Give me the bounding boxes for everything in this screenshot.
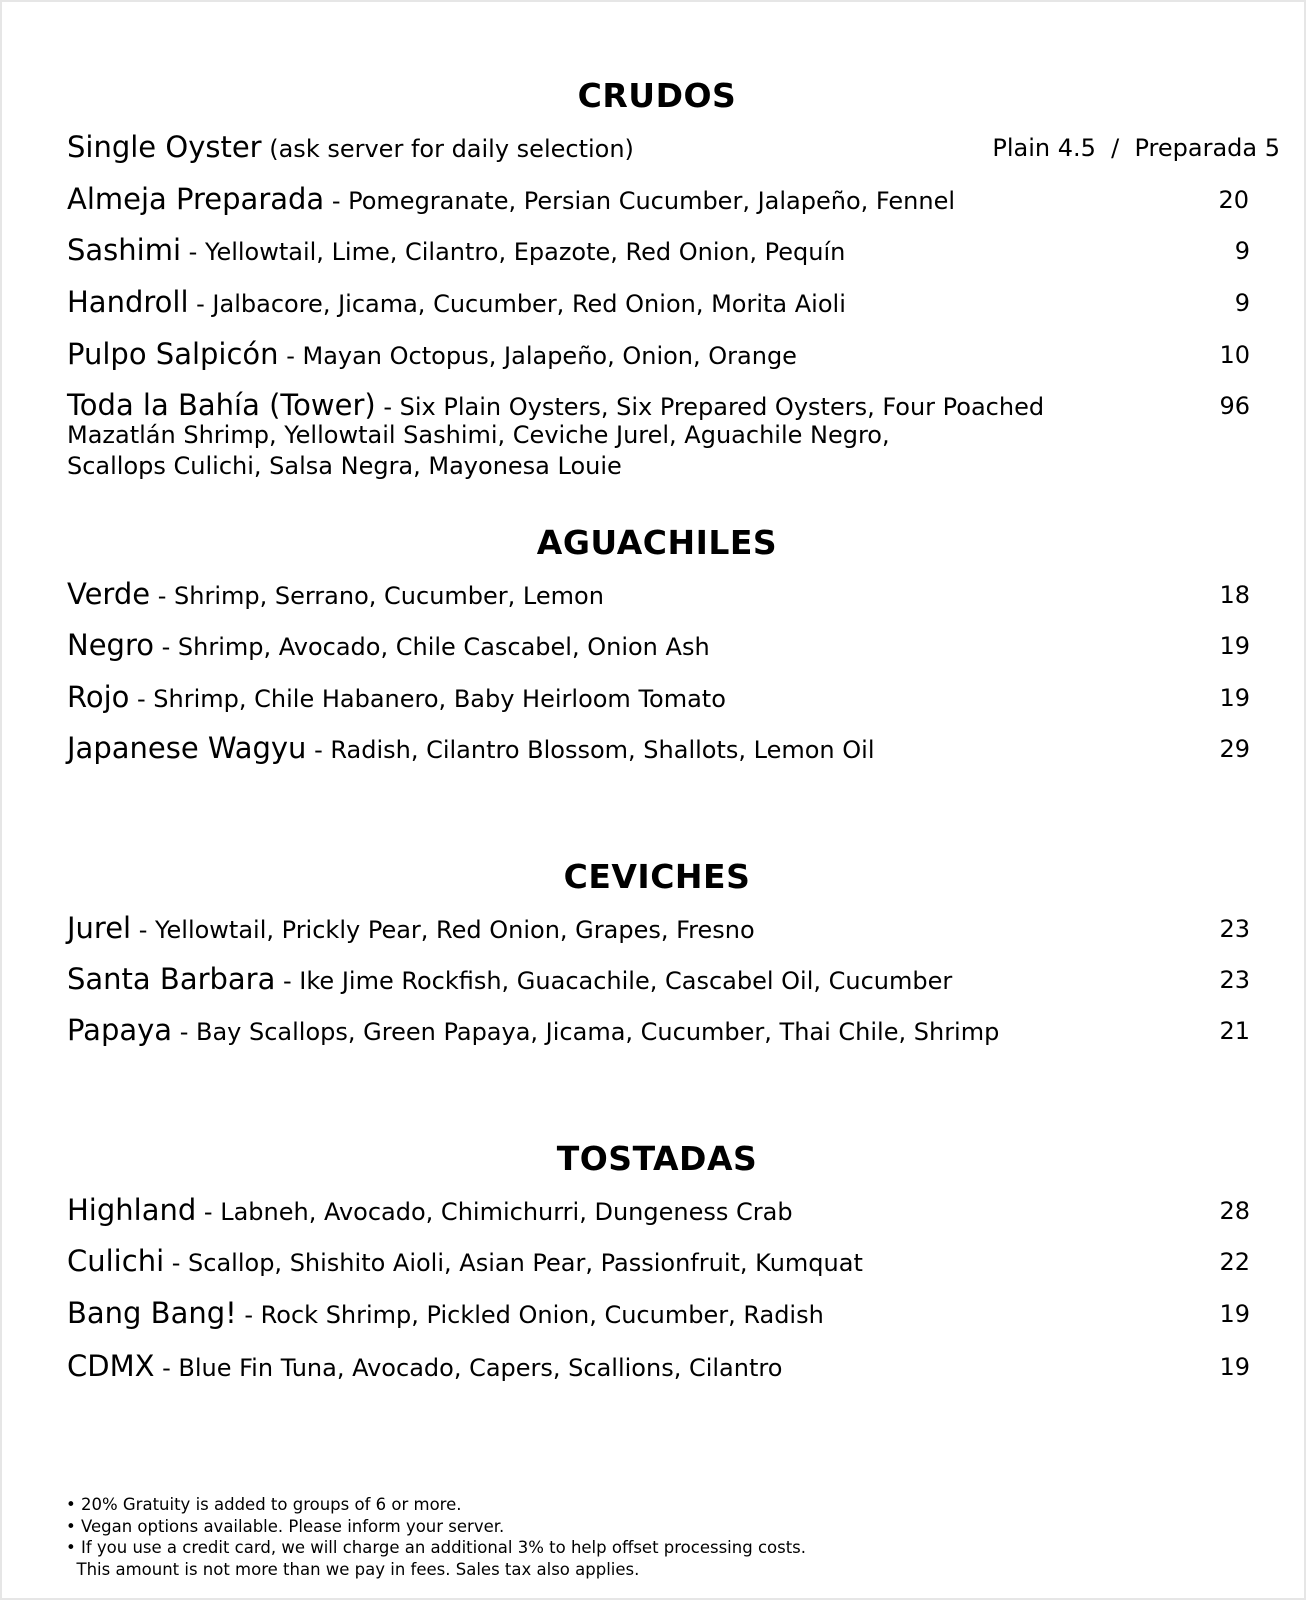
item-desc: - Blue Fin Tuna, Avocado, Capers, Scallions, Cilantro bbox=[154, 1354, 783, 1382]
menu-item-negro bbox=[67, 628, 1250, 662]
item-name: Toda la Bahía (Tower) bbox=[67, 388, 376, 422]
item-desc: - Jalbacore, Jicama, Cucumber, Red Onion, Morita Aioli bbox=[188, 290, 846, 318]
menu-item-single-oyster bbox=[67, 130, 1280, 164]
item-desc: - Shrimp, Avocado, Chile Cascabel, Onion Ash bbox=[153, 633, 710, 661]
item-price: 19 bbox=[1219, 632, 1250, 660]
menu-item-papaya bbox=[67, 1013, 1250, 1047]
item-price: 96 bbox=[1219, 392, 1250, 420]
menu-item-sashimi bbox=[67, 233, 1250, 267]
item-desc: - Bay Scallops, Green Papaya, Jicama, Cucumber, Thai Chile, Shrimp bbox=[172, 1018, 1000, 1046]
section-title-tostadas: TOSTADAS bbox=[556, 1139, 758, 1178]
item-price: Plain 4.5 / Preparada 5 bbox=[992, 134, 1280, 162]
item-price: 20 bbox=[1218, 186, 1249, 214]
item-price: 19 bbox=[1219, 1353, 1250, 1381]
item-name: Santa Barbara bbox=[67, 962, 276, 996]
section-title-crudos: CRUDOS bbox=[577, 76, 737, 115]
item-desc: - Six Plain Oysters, Six Prepared Oysters, Four Poached bbox=[375, 393, 1045, 421]
section-title-ceviches: CEVICHES bbox=[563, 857, 751, 896]
menu-item-toda-la-bahia bbox=[67, 388, 1250, 482]
item-name: Sashimi bbox=[67, 233, 182, 267]
item-name: Single Oyster bbox=[67, 130, 262, 164]
footnote-fees: This amount is not more than we pay in fees. Sales tax also applies. bbox=[66, 1559, 640, 1579]
item-name: Pulpo Salpicón bbox=[67, 337, 279, 371]
item-desc: - Pomegranate, Persian Cucumber, Jalapeño, Fennel bbox=[324, 187, 955, 215]
menu-item-pulpo-salpicon bbox=[67, 337, 1250, 371]
menu-item-bang-bang bbox=[67, 1296, 1250, 1330]
footnote-gratuity: • 20% Gratuity is added to groups of 6 or more. bbox=[66, 1495, 462, 1514]
footnotes bbox=[66, 1494, 806, 1580]
item-desc: - Yellowtail, Prickly Pear, Red Onion, Grapes, Fresno bbox=[131, 916, 755, 944]
item-desc: - Scallop, Shishito Aioli, Asian Pear, Passionfruit, Kumquat bbox=[164, 1249, 863, 1277]
item-price: 18 bbox=[1219, 581, 1250, 609]
item-price: 21 bbox=[1219, 1017, 1250, 1045]
item-desc: - Rock Shrimp, Pickled Onion, Cucumber, Radish bbox=[236, 1301, 824, 1329]
item-desc: (ask server for daily selection) bbox=[261, 135, 634, 163]
menu-item-handroll bbox=[67, 285, 1250, 319]
item-name: Culichi bbox=[67, 1244, 165, 1278]
item-name: Verde bbox=[67, 577, 151, 611]
item-price: 10 bbox=[1219, 341, 1250, 369]
item-price: 23 bbox=[1219, 966, 1250, 994]
item-name: Bang Bang! bbox=[67, 1296, 237, 1330]
item-name: Papaya bbox=[67, 1013, 173, 1047]
item-desc: - Mayan Octopus, Jalapeño, Onion, Orange bbox=[278, 342, 797, 370]
menu-item-santa-barbara bbox=[67, 962, 1250, 996]
item-price: 29 bbox=[1219, 735, 1250, 763]
item-desc: - Radish, Cilantro Blossom, Shallots, Lemon Oil bbox=[306, 736, 875, 764]
item-price: 22 bbox=[1219, 1248, 1250, 1276]
item-desc-line-2: Mazatlán Shrimp, Yellowtail Sashimi, Ceviche Jurel, Aguachile Negro, bbox=[67, 421, 890, 449]
item-name: CDMX bbox=[67, 1349, 155, 1383]
footnote-vegan: • Vegan options available. Please inform your server. bbox=[66, 1516, 505, 1536]
item-desc: - Ike Jime Rockfish, Guacachile, Cascabel Oil, Cucumber bbox=[275, 967, 953, 995]
item-name: Rojo bbox=[67, 680, 130, 714]
menu-item-japanese-wagyu bbox=[67, 731, 1250, 765]
item-price: 28 bbox=[1219, 1197, 1250, 1225]
menu-item-verde bbox=[67, 577, 1250, 611]
footnote-credit-card: • If you use a credit card, we will charge an additional 3% to help offset processing costs. bbox=[66, 1538, 807, 1557]
menu-item-jurel bbox=[67, 911, 1250, 945]
item-desc: - Yellowtail, Lime, Cilantro, Epazote, Red Onion, Pequín bbox=[181, 238, 846, 266]
item-desc-line-3: Scallops Culichi, Salsa Negra, Mayonesa Louie bbox=[67, 452, 622, 480]
item-name: Almeja Preparada bbox=[67, 182, 325, 216]
menu-item-culichi bbox=[67, 1244, 1250, 1278]
item-desc: - Shrimp, Serrano, Cucumber, Lemon bbox=[150, 582, 604, 610]
item-name: Highland bbox=[67, 1193, 197, 1227]
item-price: 23 bbox=[1219, 915, 1250, 943]
menu-item-highland bbox=[67, 1193, 1250, 1227]
item-desc: - Labneh, Avocado, Chimichurri, Dungeness Crab bbox=[196, 1198, 793, 1226]
item-price: 19 bbox=[1219, 1300, 1250, 1328]
item-price: 19 bbox=[1219, 684, 1250, 712]
item-name: Japanese Wagyu bbox=[67, 731, 307, 765]
item-name: Handroll bbox=[67, 285, 189, 319]
section-title-aguachiles: AGUACHILES bbox=[536, 523, 778, 562]
item-price: 9 bbox=[1234, 237, 1250, 265]
menu-item-rojo bbox=[67, 680, 1250, 714]
menu-item-cdmx bbox=[67, 1349, 1250, 1383]
item-desc: - Shrimp, Chile Habanero, Baby Heirloom Tomato bbox=[129, 685, 726, 713]
item-price: 9 bbox=[1234, 289, 1250, 317]
item-name: Negro bbox=[67, 628, 154, 662]
item-name: Jurel bbox=[67, 911, 132, 945]
menu-item-almeja-preparada bbox=[67, 182, 1247, 216]
